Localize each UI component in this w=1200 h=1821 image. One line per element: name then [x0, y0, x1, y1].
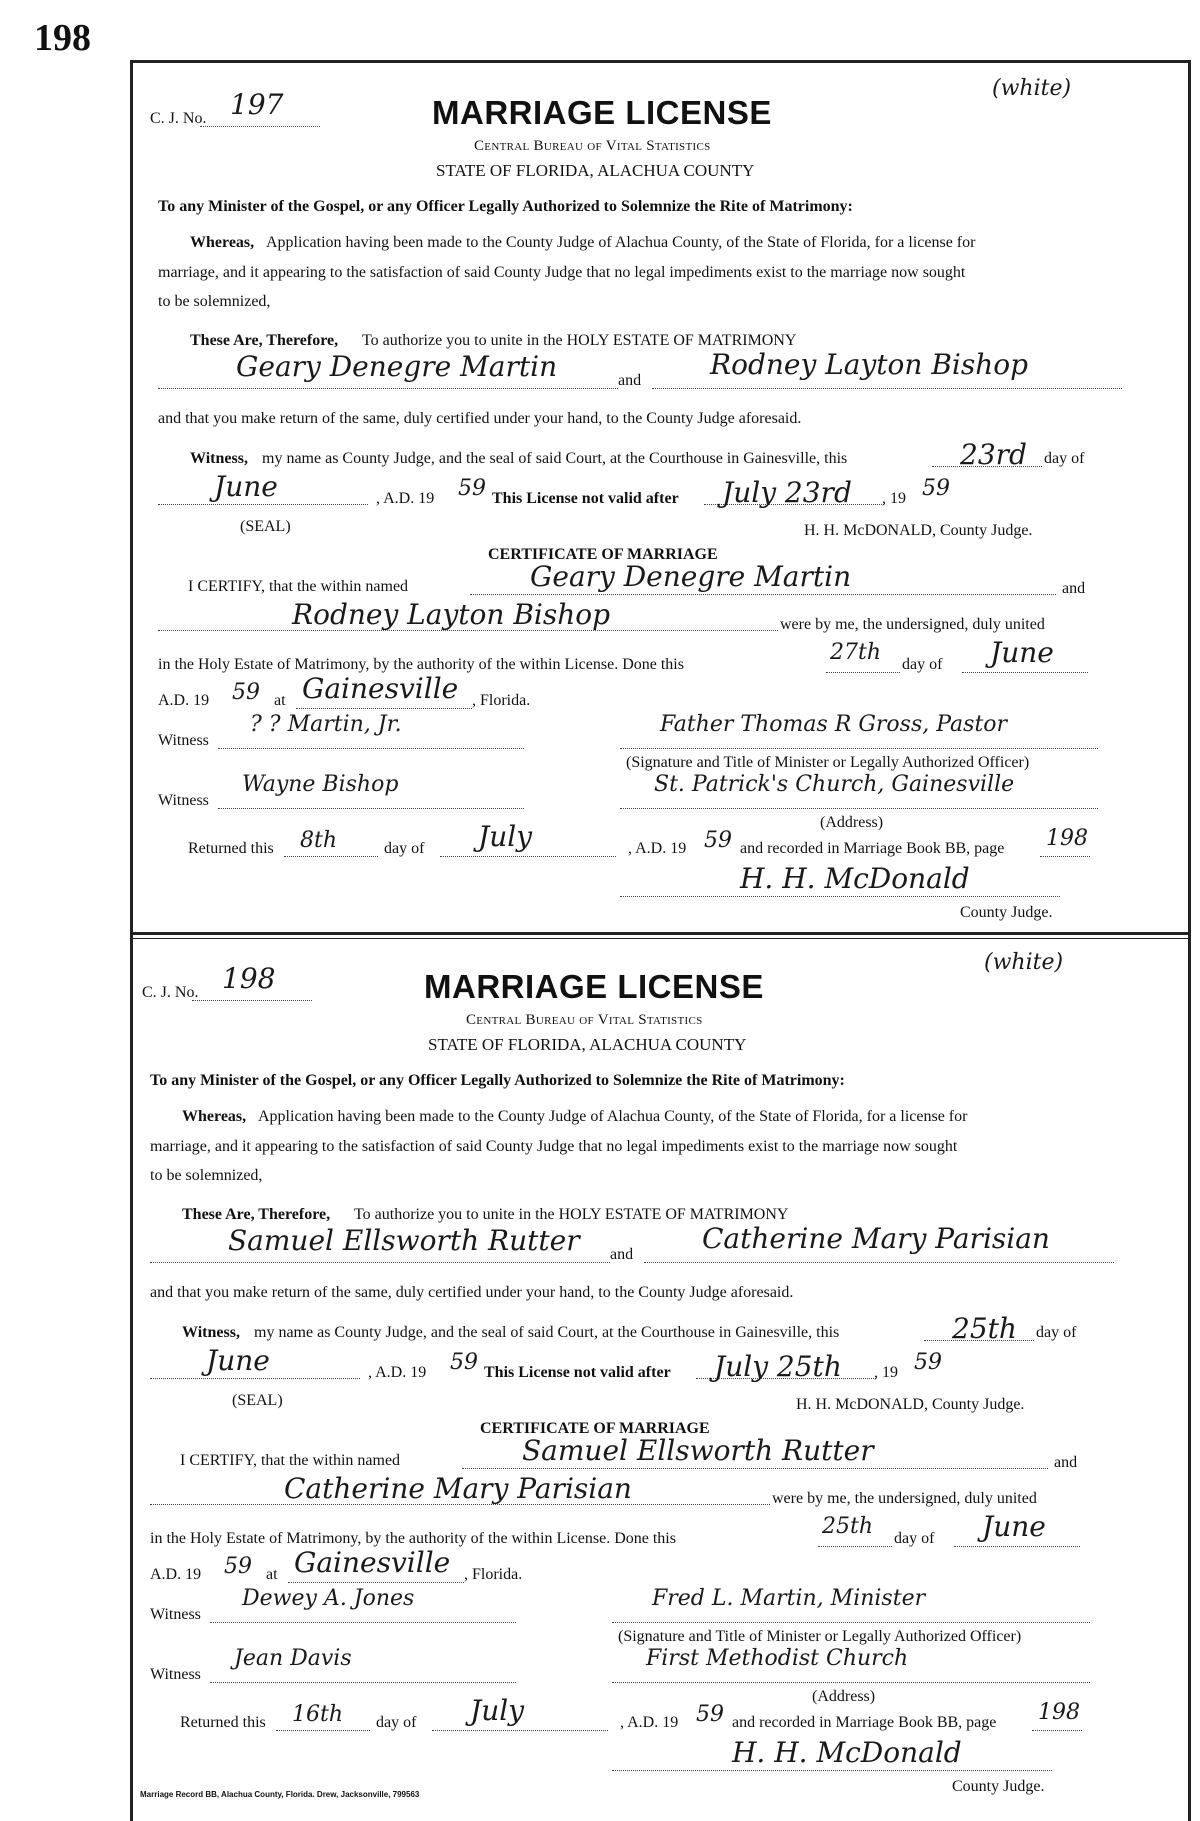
- state-county: STATE OF FLORIDA, ALACHUA COUNTY: [428, 1035, 747, 1054]
- bride-line: [652, 388, 1122, 389]
- book-page: 198: [1038, 1700, 1080, 1725]
- holy-estate-text: in the Holy Estate of Matrimony, by the authority of the within License. Done this: [158, 656, 684, 673]
- witness-1-label: Witness: [150, 1606, 201, 1623]
- not-valid-label: This License not valid after: [492, 490, 679, 507]
- done-month: June: [990, 636, 1054, 669]
- not-valid-label: This License not valid after: [484, 1364, 671, 1381]
- whereas-label: Whereas,: [190, 234, 255, 251]
- recorded-text: and recorded in Marriage Book BB, page: [740, 840, 1005, 857]
- returned-this-label: Returned this: [180, 1714, 266, 1731]
- whereas-line-2: marriage, and it appearing to the satisfaction of said County Judge that no legal impediments exist to the marriage now sought: [150, 1138, 958, 1155]
- done-month: June: [982, 1510, 1046, 1543]
- and-word: and: [610, 1246, 634, 1263]
- section-divider: [130, 932, 1188, 935]
- these-are-label: These Are, Therefore,: [190, 332, 339, 349]
- at-label: at: [274, 692, 286, 709]
- seal-label: (SEAL): [240, 518, 291, 535]
- returned-year: 59: [704, 828, 732, 853]
- place-name: Gainesville: [302, 672, 459, 705]
- groom-name: Geary Denegre Martin: [236, 350, 558, 383]
- cj-no-label: C. J. No.: [150, 110, 207, 127]
- place-line: [288, 1582, 464, 1583]
- returned-day: 16th: [292, 1702, 344, 1727]
- witness-1-label: Witness: [158, 732, 209, 749]
- valid-until: July 25th: [714, 1350, 842, 1383]
- bride-name: Rodney Layton Bishop: [710, 348, 1029, 381]
- done-day-line: [818, 1546, 892, 1547]
- done-month-line: [954, 1546, 1080, 1547]
- valid-until: July 23rd: [722, 476, 852, 509]
- returned-month-line: [440, 856, 616, 857]
- done-month-line: [962, 672, 1088, 673]
- returned-month: July: [470, 1694, 525, 1727]
- year-label: , 19: [882, 490, 906, 507]
- state-county: STATE OF FLORIDA, ALACHUA COUNTY: [436, 161, 755, 180]
- signature-title-caption: (Signature and Title of Minister or Legally Authorized Officer): [618, 1628, 1022, 1645]
- florida-label: , Florida.: [472, 692, 531, 709]
- done-year: 59: [232, 680, 260, 705]
- were-by-me-text: were by me, the undersigned, duly united: [772, 1490, 1037, 1507]
- groom-name: Samuel Ellsworth Rutter: [228, 1224, 580, 1257]
- officiant-signature: Father Thomas R Gross, Pastor: [660, 712, 1008, 737]
- certify-text: I CERTIFY, that the within named: [188, 578, 409, 595]
- recorder-line: [612, 1770, 1052, 1771]
- license-title: MARRIAGE LICENSE: [424, 968, 764, 1005]
- return-instruction: and that you make return of the same, duly certified under your hand, to the County Judge aforesaid.: [158, 410, 802, 427]
- cj-no-line: [200, 126, 320, 127]
- holy-estate-text: in the Holy Estate of Matrimony, by the authority of the within License. Done this: [150, 1530, 676, 1547]
- salutation: To any Minister of the Gospel, or any Officer Legally Authorized to Solemnize the Rite of Matrimony:: [158, 198, 853, 215]
- returned-day-line: [284, 856, 378, 857]
- witness-label-bold: Witness,: [190, 450, 248, 467]
- recorder-signature: H. H. McDonald: [740, 862, 970, 895]
- witness-label-bold: Witness,: [182, 1324, 240, 1341]
- witness-1-name: Dewey A. Jones: [242, 1586, 415, 1611]
- witness-2-label: Witness: [158, 792, 209, 809]
- returned-day-of: day of: [376, 1714, 417, 1731]
- cj-no-label: C. J. No.: [142, 984, 199, 1001]
- officiant-line: [612, 1622, 1090, 1623]
- address-caption: (Address): [812, 1688, 876, 1705]
- bureau-name: Central Bureau of Vital Statistics: [474, 138, 711, 154]
- signature-title-caption: (Signature and Title of Minister or Legally Authorized Officer): [626, 754, 1030, 771]
- cert-groom-line: [462, 1468, 1048, 1469]
- whereas-label: Whereas,: [182, 1108, 247, 1125]
- recorder-signature: H. H. McDonald: [732, 1736, 962, 1769]
- recorded-text: and recorded in Marriage Book BB, page: [732, 1714, 997, 1731]
- day-of-label: day of: [1044, 450, 1085, 467]
- done-day-of: day of: [894, 1530, 935, 1547]
- county-judge-caption: County Judge.: [952, 1778, 1045, 1795]
- race-note: (white): [984, 950, 1064, 975]
- section-divider-thin: [130, 938, 1188, 939]
- done-day-of: day of: [902, 656, 943, 673]
- issued-day: 23rd: [960, 438, 1027, 471]
- were-by-me-text: were by me, the undersigned, duly united: [780, 616, 1045, 633]
- returned-day-of: day of: [384, 840, 425, 857]
- returned-ad-label: , A.D. 19: [620, 1714, 679, 1731]
- salutation: To any Minister of the Gospel, or any Officer Legally Authorized to Solemnize the Rite of Matrimony:: [150, 1072, 845, 1089]
- issued-month-line: [158, 504, 368, 505]
- whereas-line-1: Application having been made to the County Judge of Alachua County, of the State of Florida, for a license for: [258, 1108, 968, 1125]
- county-judge-caption: County Judge.: [960, 904, 1053, 921]
- authorize-text: To authorize you to unite in the HOLY ESTATE OF MATRIMONY: [362, 332, 797, 349]
- issued-day: 25th: [952, 1312, 1017, 1345]
- judge-printed-name: H. H. McDONALD, County Judge.: [804, 522, 1033, 539]
- cj-no-value: 197: [230, 88, 284, 121]
- witness-2-line: [218, 808, 524, 809]
- record-frame: [130, 60, 1191, 1821]
- ad-label: , A.D. 19: [376, 490, 435, 507]
- groom-line: [158, 388, 618, 389]
- judge-printed-name: H. H. McDONALD, County Judge.: [796, 1396, 1025, 1413]
- witness-text: my name as County Judge, and the seal of said Court, at the Courthouse in Gainesville, this: [262, 450, 848, 467]
- florida-label: , Florida.: [464, 1566, 523, 1583]
- officiant-line: [620, 748, 1098, 749]
- officiant-signature: Fred L. Martin, Minister: [652, 1586, 926, 1611]
- cj-no-line: [192, 1000, 312, 1001]
- witness-text: my name as County Judge, and the seal of said Court, at the Courthouse in Gainesville, this: [254, 1324, 840, 1341]
- witness-1-line: [210, 1622, 516, 1623]
- returned-this-label: Returned this: [188, 840, 274, 857]
- record-footer: Marriage Record BB, Alachua County, Florida. Drew, Jacksonville, 799563: [140, 1790, 420, 1799]
- cert-ad-label: A.D. 19: [150, 1566, 202, 1583]
- bride-name: Catherine Mary Parisian: [702, 1222, 1050, 1255]
- cert-ad-label: A.D. 19: [158, 692, 210, 709]
- witness-2-label: Witness: [150, 1666, 201, 1683]
- valid-year: 59: [922, 476, 950, 501]
- day-of-label: day of: [1036, 1324, 1077, 1341]
- cj-no-value: 198: [222, 962, 276, 995]
- year-label: , 19: [874, 1364, 898, 1381]
- certify-text: I CERTIFY, that the within named: [180, 1452, 401, 1469]
- done-year: 59: [224, 1554, 252, 1579]
- issued-month: June: [206, 1344, 270, 1377]
- address-line: [620, 808, 1098, 809]
- address-line: [612, 1682, 1090, 1683]
- issued-month-line: [150, 1378, 360, 1379]
- returned-day-line: [276, 1730, 370, 1731]
- returned-ad-label: , A.D. 19: [628, 840, 687, 857]
- officiant-address: St. Patrick's Church, Gainesville: [654, 772, 1015, 797]
- certificate-title: CERTIFICATE OF MARRIAGE: [488, 546, 718, 563]
- witness-1-line: [218, 748, 524, 749]
- issued-month: June: [214, 470, 278, 503]
- certificate-title: CERTIFICATE OF MARRIAGE: [480, 1420, 710, 1437]
- returned-day: 8th: [300, 828, 338, 853]
- whereas-line-1: Application having been made to the County Judge of Alachua County, of the State of Florida, for a license for: [266, 234, 976, 251]
- authorize-text: To authorize you to unite in the HOLY ESTATE OF MATRIMONY: [354, 1206, 789, 1223]
- witness-1-name: ? ? Martin, Jr.: [250, 712, 402, 737]
- these-are-label: These Are, Therefore,: [182, 1206, 331, 1223]
- whereas-line-3: to be solemnized,: [158, 293, 271, 310]
- cert-and-word: and: [1062, 580, 1086, 597]
- done-day: 25th: [822, 1514, 874, 1539]
- valid-year: 59: [914, 1350, 942, 1375]
- witness-2-name: Jean Davis: [234, 1646, 352, 1671]
- place-name: Gainesville: [294, 1546, 451, 1579]
- at-label: at: [266, 1566, 278, 1583]
- whereas-line-3: to be solemnized,: [150, 1167, 263, 1184]
- recorder-line: [620, 896, 1060, 897]
- place-line: [296, 708, 472, 709]
- issued-year: 59: [458, 476, 486, 501]
- done-day: 27th: [830, 640, 882, 665]
- ad-label: , A.D. 19: [368, 1364, 427, 1381]
- race-note: (white): [992, 76, 1072, 101]
- officiant-address: First Methodist Church: [646, 1646, 909, 1671]
- book-page: 198: [1046, 826, 1088, 851]
- bride-line: [644, 1262, 1114, 1263]
- cert-groom-name: Geary Denegre Martin: [530, 560, 852, 593]
- license-title: MARRIAGE LICENSE: [432, 94, 772, 131]
- groom-line: [150, 1262, 610, 1263]
- cert-bride-name: Catherine Mary Parisian: [284, 1472, 632, 1505]
- cert-and-word: and: [1054, 1454, 1078, 1471]
- return-instruction: and that you make return of the same, duly certified under your hand, to the County Judge aforesaid.: [150, 1284, 794, 1301]
- book-page-line: [1040, 856, 1090, 857]
- cert-groom-name: Samuel Ellsworth Rutter: [522, 1434, 874, 1467]
- done-day-line: [826, 672, 900, 673]
- issued-year: 59: [450, 1350, 478, 1375]
- returned-year: 59: [696, 1702, 724, 1727]
- and-word: and: [618, 372, 642, 389]
- cert-groom-line: [470, 594, 1056, 595]
- page-number: 198: [34, 17, 91, 59]
- book-page-line: [1032, 1730, 1082, 1731]
- witness-2-line: [210, 1682, 516, 1683]
- returned-month: July: [478, 820, 533, 853]
- address-caption: (Address): [820, 814, 884, 831]
- bureau-name: Central Bureau of Vital Statistics: [466, 1012, 703, 1028]
- cert-bride-name: Rodney Layton Bishop: [292, 598, 611, 631]
- whereas-line-2: marriage, and it appearing to the satisfaction of said County Judge that no legal impediments exist to the marriage now sought: [158, 264, 966, 281]
- returned-month-line: [432, 1730, 608, 1731]
- witness-2-name: Wayne Bishop: [242, 772, 399, 797]
- seal-label: (SEAL): [232, 1392, 283, 1409]
